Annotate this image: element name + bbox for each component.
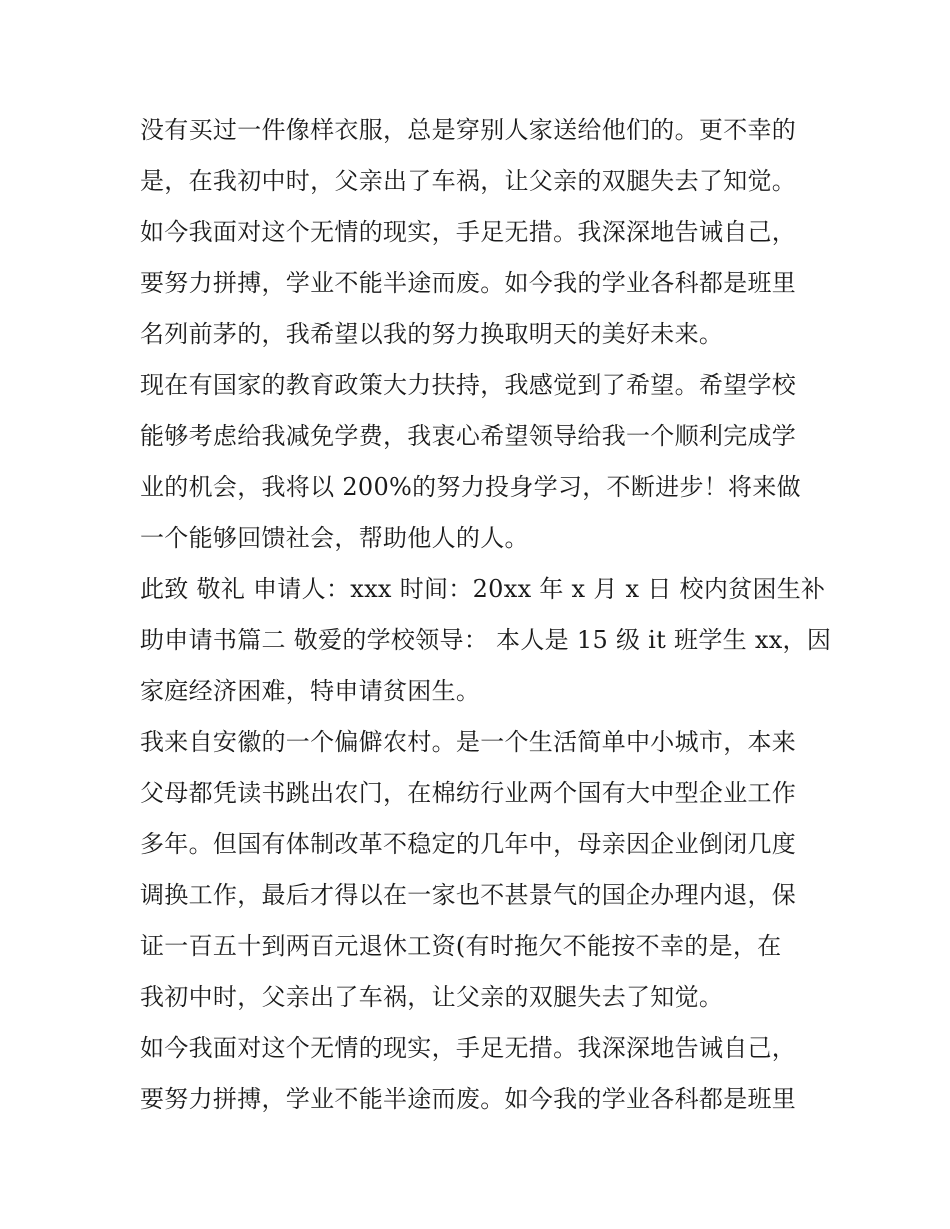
text-line: 现在有国家的教育政策大力扶持，我感觉到了希望。希望学校: [140, 371, 797, 399]
text-line: 此致 敬礼 申请人：xxx 时间：20xx 年 x 月 x 日 校内贫困生补: [140, 575, 826, 603]
text-line: 要努力拼搏，学业不能半途而废。如今我的学业各科都是班里: [140, 269, 797, 297]
text-line: 如今我面对这个无情的现实，手足无措。我深深地告诫自己，: [140, 1034, 797, 1062]
text-line: 业的机会，我将以 200%的努力投身学习，不断进步！将来做: [140, 473, 801, 501]
text-line: 如今我面对这个无情的现实，手足无措。我深深地告诫自己，: [140, 218, 797, 246]
text-line: 证一百五十到两百元退休工资(有时拖欠不能按不幸的是，在: [140, 932, 782, 960]
text-line: 能够考虑给我减免学费，我衷心希望领导给我一个顺利完成学: [140, 422, 797, 450]
text-line: 父母都凭读书跳出农门，在棉纺行业两个国有大中型企业工作: [140, 779, 797, 807]
text-line: 我初中时，父亲出了车祸，让父亲的双腿失去了知觉。: [140, 983, 724, 1011]
text-line: 助申请书篇二 敬爱的学校领导： 本人是 15 级 it 班学生 xx，因: [140, 626, 832, 654]
text-line: 家庭经济困难，特申请贫困生。: [140, 677, 481, 705]
text-line: 调换工作，最后才得以在一家也不甚景气的国企办理内退，保: [140, 881, 797, 909]
text-line: 没有买过一件像样衣服，总是穿别人家送给他们的。更不幸的: [140, 116, 797, 144]
text-line: 我来自安徽的一个偏僻农村。是一个生活简单中小城市，本来: [140, 728, 797, 756]
text-line: 名列前茅的，我希望以我的努力换取明天的美好未来。: [140, 320, 724, 348]
text-line: 是，在我初中时，父亲出了车祸，让父亲的双腿失去了知觉。: [140, 167, 797, 195]
document-body: [140, 105, 832, 1125]
text-line: 一个能够回馈社会，帮助他人的人。: [140, 524, 529, 552]
text-line: 多年。但国有体制改革不稳定的几年中，母亲因企业倒闭几度: [140, 830, 797, 858]
text-line: 要努力拼搏，学业不能半途而废。如今我的学业各科都是班里: [140, 1085, 797, 1113]
